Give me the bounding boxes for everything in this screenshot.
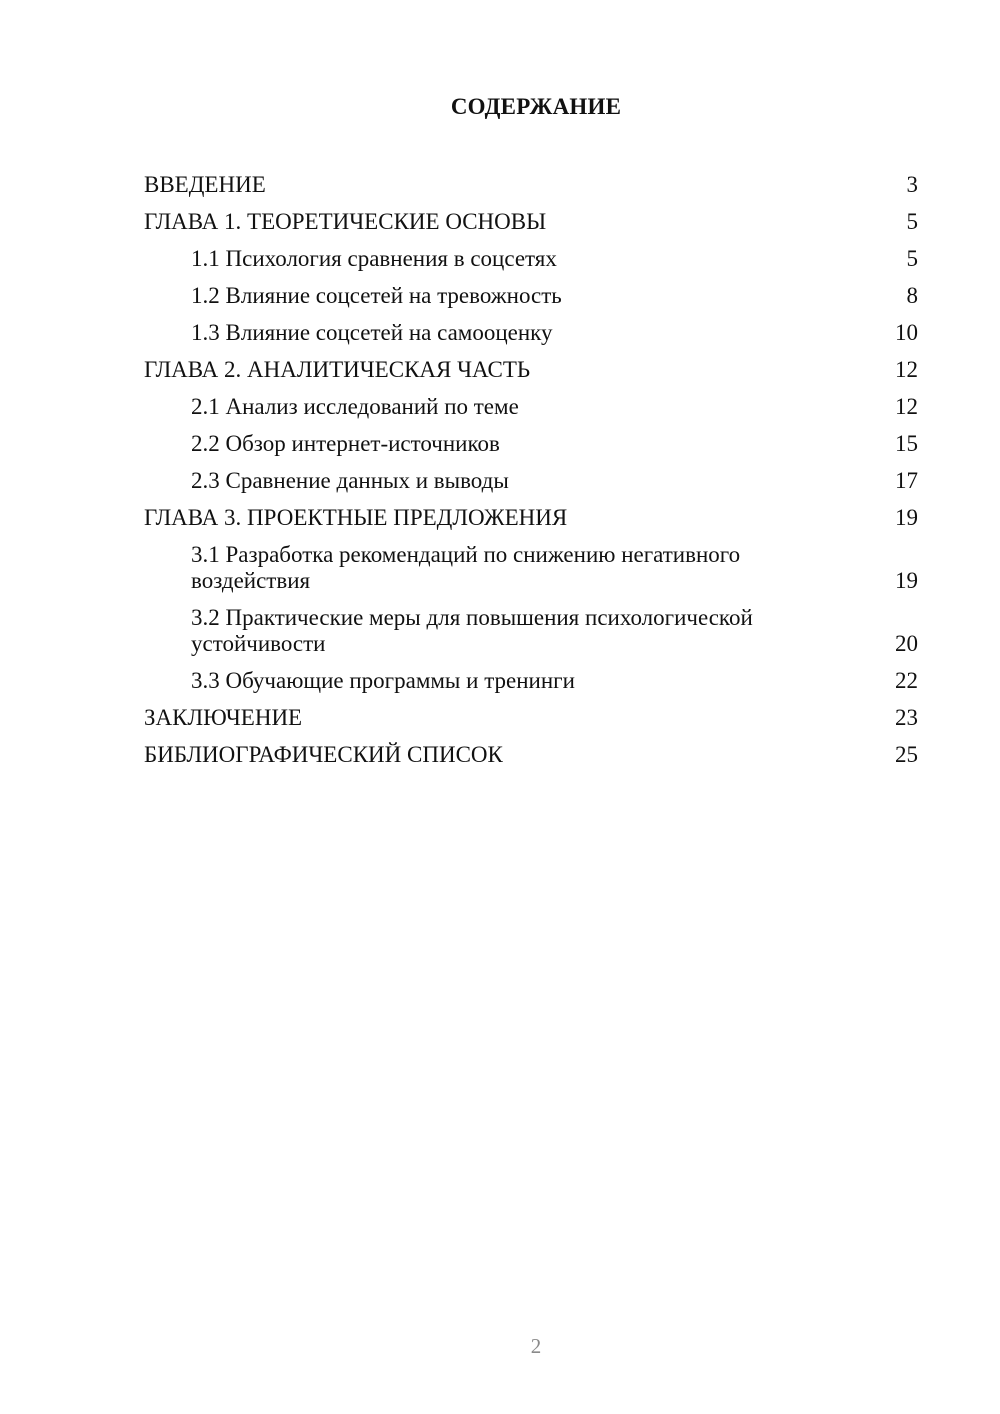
toc-entry-page: 5 [906,208,918,234]
page-number: 2 [530,1334,542,1358]
toc-entry-section-2-2 [144,425,918,462]
toc-entry-section-3-3 [144,662,918,699]
toc-entry-page: 20 [895,630,918,656]
toc-entry-text: ГЛАВА 3. ПРОЕКТНЫЕ ПРЕДЛОЖЕНИЯ [144,504,568,530]
toc-entry-page: 23 [895,704,918,730]
toc-entry-text: ГЛАВА 1. ТЕОРЕТИЧЕСКИЕ ОСНОВЫ [144,208,547,234]
toc-entry-bibliography [144,736,918,773]
toc-entry-text: 3.2 Практические меры для повышения психологической устойчивости [191,604,753,656]
toc-entry-page: 22 [895,667,918,693]
toc-entry-page: 12 [895,356,918,382]
toc-entry-chapter-3 [144,499,918,536]
toc-entry-text: ЗАКЛЮЧЕНИЕ [144,704,303,730]
toc-entry-section-3-1 [144,536,918,599]
page-title: СОДЕРЖАНИЕ [450,94,622,119]
toc-entry-section-1-1 [144,240,918,277]
toc-entry-page: 12 [895,393,918,419]
toc-entry-text: 2.3 Сравнение данных и выводы [191,467,509,493]
toc-entry-text: 1.2 Влияние соцсетей на тревожность [191,282,562,308]
table-of-contents [144,166,918,773]
toc-entry-chapter-2 [144,351,918,388]
toc-entry-page: 15 [895,430,918,456]
toc-entry-text: БИБЛИОГРАФИЧЕСКИЙ СПИСОК [144,741,503,767]
toc-entry-chapter-1 [144,203,918,240]
toc-entry-text: 1.3 Влияние соцсетей на самооценку [191,319,553,345]
toc-entry-text: 2.1 Анализ исследований по теме [191,393,519,419]
toc-entry-page: 25 [895,741,918,767]
toc-entry-page: 10 [895,319,918,345]
toc-entry-page: 19 [895,504,918,530]
toc-entry-text: ГЛАВА 2. АНАЛИТИЧЕСКАЯ ЧАСТЬ [144,356,531,382]
toc-entry-conclusion [144,699,918,736]
toc-entry-introduction [144,166,918,203]
toc-entry-page: 17 [895,467,918,493]
toc-entry-section-1-2 [144,277,918,314]
toc-entry-page: 8 [906,282,918,308]
toc-entry-section-2-3 [144,462,918,499]
toc-entry-section-1-3 [144,314,918,351]
toc-entry-section-2-1 [144,388,918,425]
toc-entry-text: 1.1 Психология сравнения в соцсетях [191,245,557,271]
toc-entry-text: 3.1 Разработка рекомендаций по снижению негативного воздействия [191,541,741,593]
toc-entry-text: 2.2 Обзор интернет-источников [191,430,500,456]
toc-entry-page: 19 [895,567,918,593]
toc-entry-section-3-2 [144,599,918,662]
toc-entry-page: 3 [906,171,918,197]
toc-entry-text: ВВЕДЕНИЕ [144,171,266,197]
toc-entry-page: 5 [906,245,918,271]
toc-entry-text: 3.3 Обучающие программы и тренинги [191,667,575,693]
